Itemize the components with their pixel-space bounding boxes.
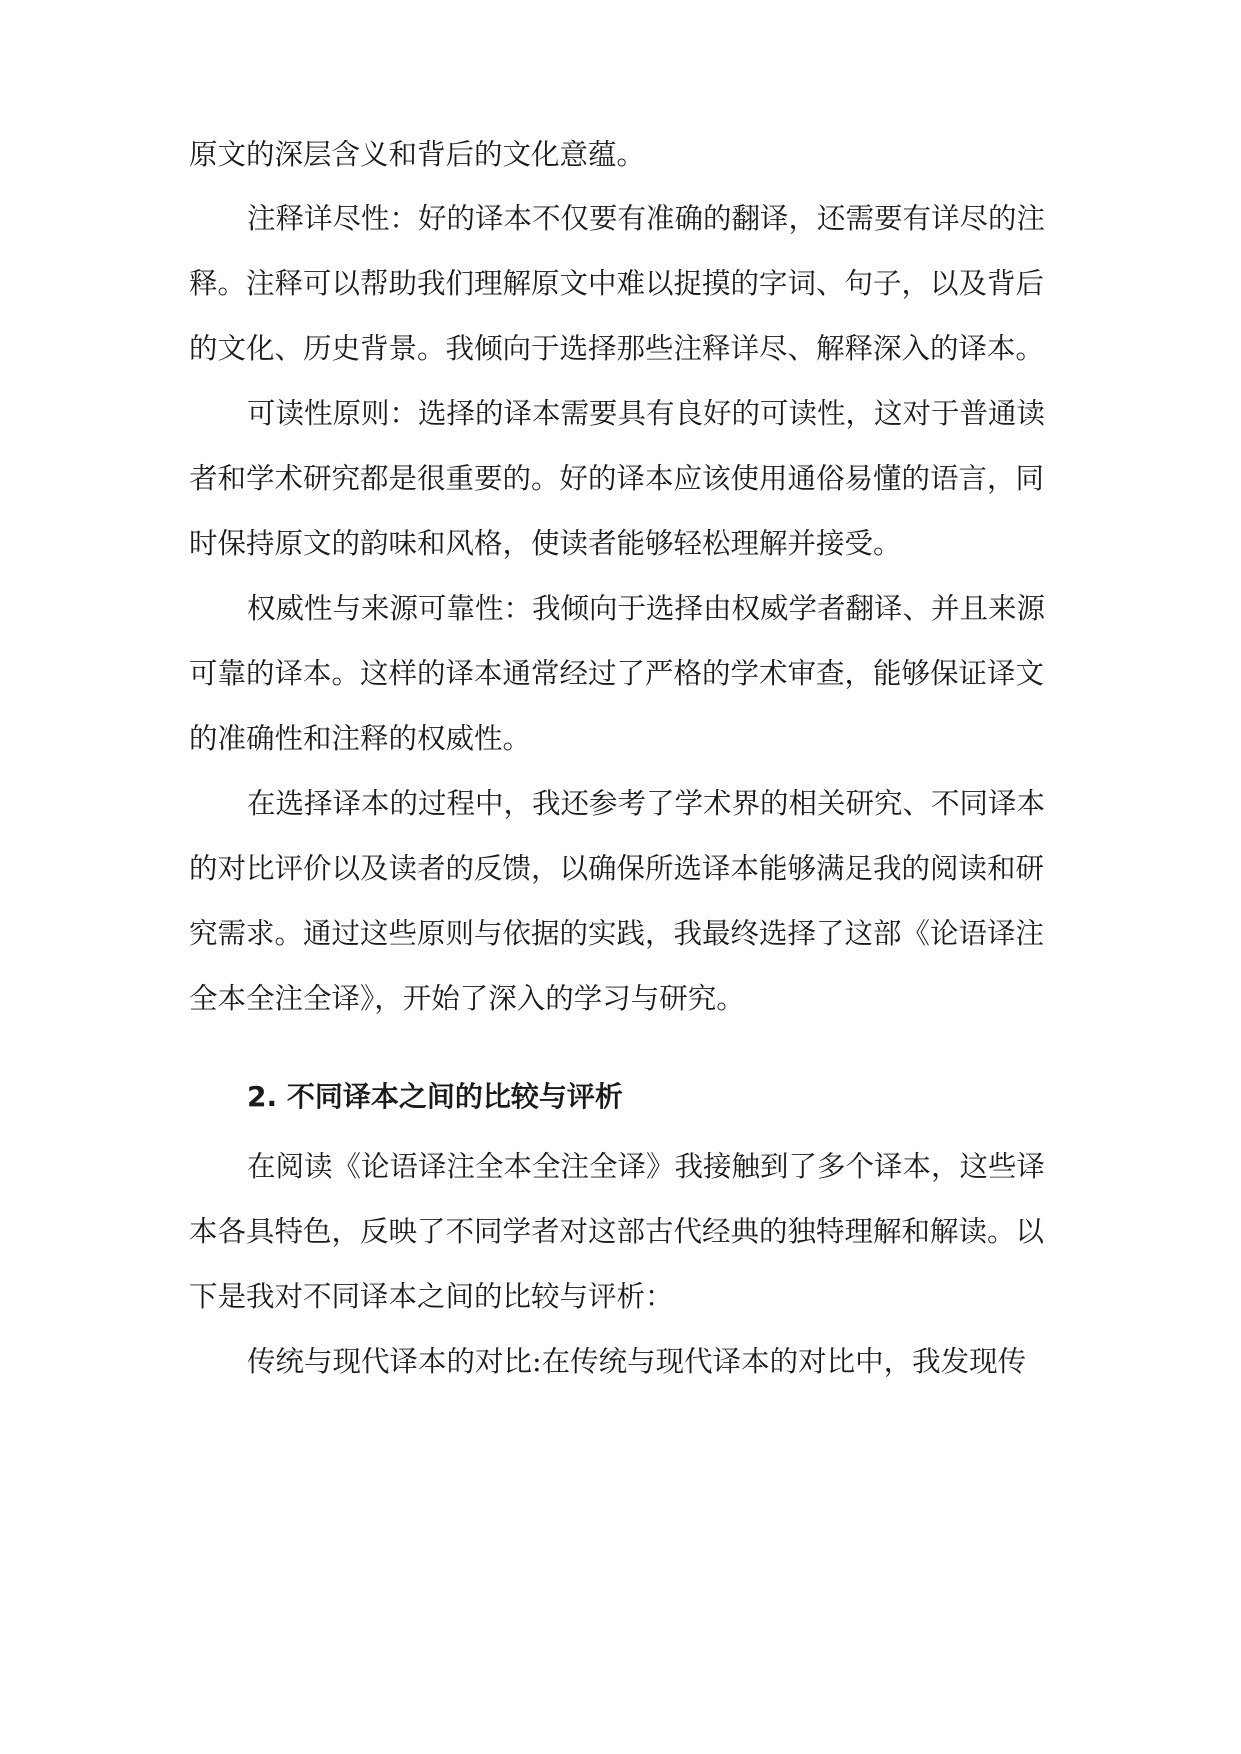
section-heading: 2. 不同译本之间的比较与评析 xyxy=(247,1080,623,1113)
text-line: 注释详尽性：好的译本不仅要有准确的翻译，还需要有详尽的注 xyxy=(247,202,1046,235)
text-line: 可读性原则：选择的译本需要具有良好的可读性，这对于普通读 xyxy=(247,397,1046,430)
text-line: 的文化、历史背景。我倾向于选择那些注释详尽、解释深入的译本。 xyxy=(189,332,1045,365)
text-line: 原文的深层含义和背后的文化意蕴。 xyxy=(189,138,646,171)
text-line: 的准确性和注释的权威性。 xyxy=(189,722,532,755)
text-line: 时保持原文的韵味和风格，使读者能够轻松理解并接受。 xyxy=(189,527,902,560)
text-line: 全本全注全译》，开始了深入的学习与研究。 xyxy=(189,982,745,1015)
text-line: 究需求。通过这些原则与依据的实践，我最终选择了这部《论语译注 xyxy=(189,917,1045,950)
text-line: 本各具特色，反映了不同学者对这部古代经典的独特理解和解读。以 xyxy=(189,1215,1045,1248)
text-line: 在选择译本的过程中，我还参考了学术界的相关研究、不同译本 xyxy=(247,787,1046,820)
text-line: 释。注释可以帮助我们理解原文中难以捉摸的字词、句子，以及背后 xyxy=(189,267,1045,300)
text-line: 下是我对不同译本之间的比较与评析： xyxy=(189,1280,674,1313)
text-line: 权威性与来源可靠性：我倾向于选择由权威学者翻译、并且来源 xyxy=(247,592,1046,625)
text-line: 者和学术研究都是很重要的。好的译本应该使用通俗易懂的语言，同 xyxy=(189,462,1045,495)
text-line: 的对比评价以及读者的反馈，以确保所选译本能够满足我的阅读和研 xyxy=(189,852,1045,885)
text-line: 传统与现代译本的对比:在传统与现代译本的对比中，我发现传 xyxy=(247,1345,1027,1378)
text-line: 在阅读《论语译注全本全注全译》我接触到了多个译本，这些译 xyxy=(247,1150,1046,1183)
text-line: 可靠的译本。这样的译本通常经过了严格的学术审查，能够保证译文 xyxy=(189,657,1045,690)
